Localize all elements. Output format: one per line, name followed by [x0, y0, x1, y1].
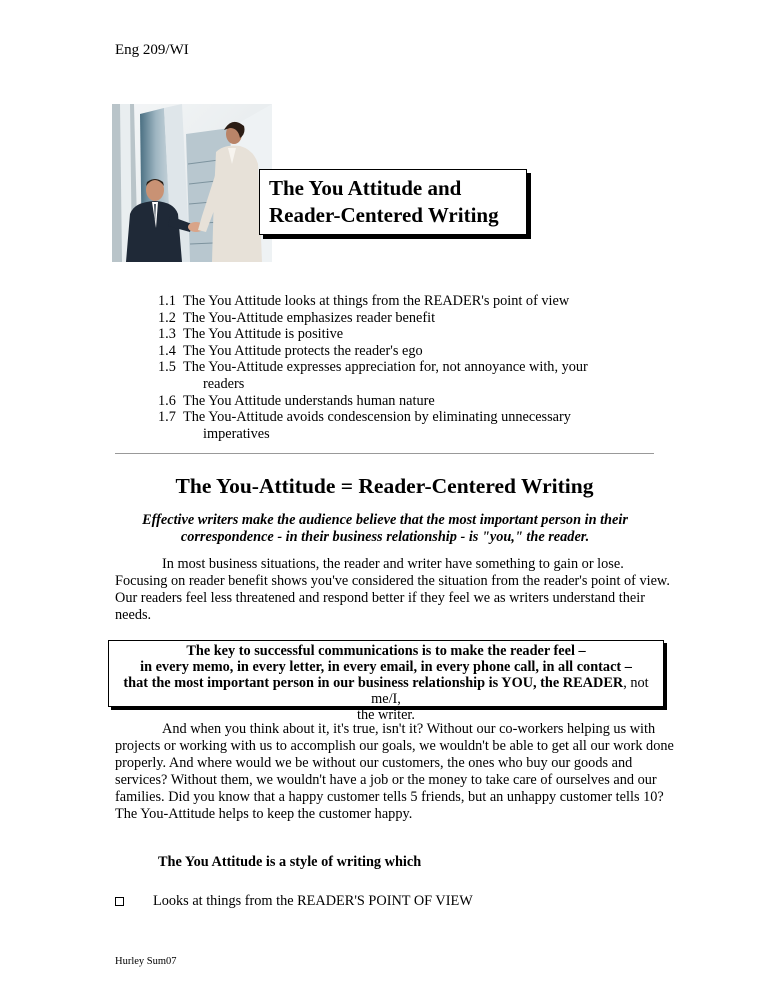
paragraph-line: projects or working with us to accomplish our goals, we wouldn't be able to get all our work done [115, 738, 674, 754]
paragraph-line: needs. [115, 607, 152, 623]
horizontal-divider [115, 453, 654, 454]
toc-number: 1.5 [158, 359, 176, 376]
checkbox-bullet-icon [115, 897, 124, 906]
toc-item [158, 293, 598, 310]
toc-item [158, 343, 598, 360]
callout-line: The key to successful communications is to make the reader feel – [186, 643, 586, 659]
callout-line [109, 675, 663, 707]
lead-line: Effective writers make the audience believe that the most important person in their [142, 512, 628, 528]
paragraph-line: properly. And where would we be without our customers, the ones who buy our goods and [115, 755, 633, 771]
toc-item [158, 326, 598, 343]
lead-line: correspondence - in their business relationship - is "you," the reader. [180, 529, 590, 545]
toc-text-line: The You-Attitude avoids condescension by eliminating unnecessary [183, 409, 571, 426]
toc-text [183, 359, 598, 392]
title-line-2: Reader-Centered Writing [269, 203, 499, 227]
toc-item [158, 409, 598, 442]
paragraph-line: Our readers feel less threatened and respond better if they feel we as writers understand their [115, 590, 645, 606]
toc-text: The You Attitude protects the reader's ego [183, 342, 423, 359]
course-header: Eng 209/WI [115, 42, 189, 58]
toc-number: 1.3 [158, 326, 176, 343]
body-paragraph [115, 721, 674, 823]
toc-item [158, 359, 598, 392]
title-line-1: The You Attitude and [269, 176, 462, 200]
toc-text-line: The You-Attitude expresses appreciation for, not annoyance with, your [183, 359, 588, 376]
callout-line: in every memo, in every letter, in every email, in every phone call, in all contact – [140, 659, 632, 675]
intro-paragraph [115, 556, 670, 624]
toc-continuation: imperatives [203, 425, 270, 442]
paragraph-line: The You-Attitude helps to keep the customer happy. [115, 806, 413, 822]
list-item [115, 893, 473, 910]
toc-number: 1.1 [158, 293, 176, 309]
paragraph-line: Focusing on reader benefit shows you've considered the situation from the reader's point of view. [115, 573, 670, 589]
toc-number: 1.6 [158, 392, 176, 409]
toc-number: 1.7 [158, 409, 176, 426]
callout-line: the writer. [357, 707, 415, 723]
toc-text: The You Attitude looks at things from the READER's point of view [183, 293, 570, 309]
list-item-text: Looks at things from the READER'S POINT OF VIEW [153, 893, 473, 909]
lead-statement [135, 512, 635, 546]
handshake-photo [112, 104, 272, 262]
paragraph-line: families. Did you know that a happy customer tells 5 friends, but an unhappy customer tells 10? [115, 789, 664, 805]
section-heading: The You-Attitude = Reader-Centered Writing [175, 474, 594, 498]
toc-number: 1.4 [158, 342, 176, 359]
document-title [259, 169, 527, 235]
toc-number: 1.2 [158, 309, 176, 326]
page-footer: Hurley Sum07 [115, 956, 177, 967]
toc-item [158, 393, 598, 410]
toc-continuation: readers [203, 375, 245, 392]
callout-bold-text: that the most important person in our business relationship is YOU, the READER [123, 675, 624, 691]
callout-plain-text: , not me/I, [371, 675, 649, 707]
toc-text: The You Attitude is positive [183, 326, 344, 343]
paragraph-line: services? Without them, we wouldn't have a job or the money to take care of ourselves and our [115, 772, 657, 788]
key-callout-box [108, 640, 664, 723]
table-of-contents [158, 293, 598, 442]
toc-text: The You-Attitude emphasizes reader benefit [183, 309, 436, 326]
style-heading: The You Attitude is a style of writing which [158, 854, 422, 870]
toc-item [158, 310, 598, 327]
toc-text: The You Attitude understands human nature [183, 392, 435, 409]
toc-text [183, 409, 598, 442]
paragraph-line: And when you think about it, it's true, isn't it? Without our co-workers helping us with [162, 721, 656, 737]
paragraph-line: In most business situations, the reader and writer have something to gain or lose. [162, 556, 624, 572]
